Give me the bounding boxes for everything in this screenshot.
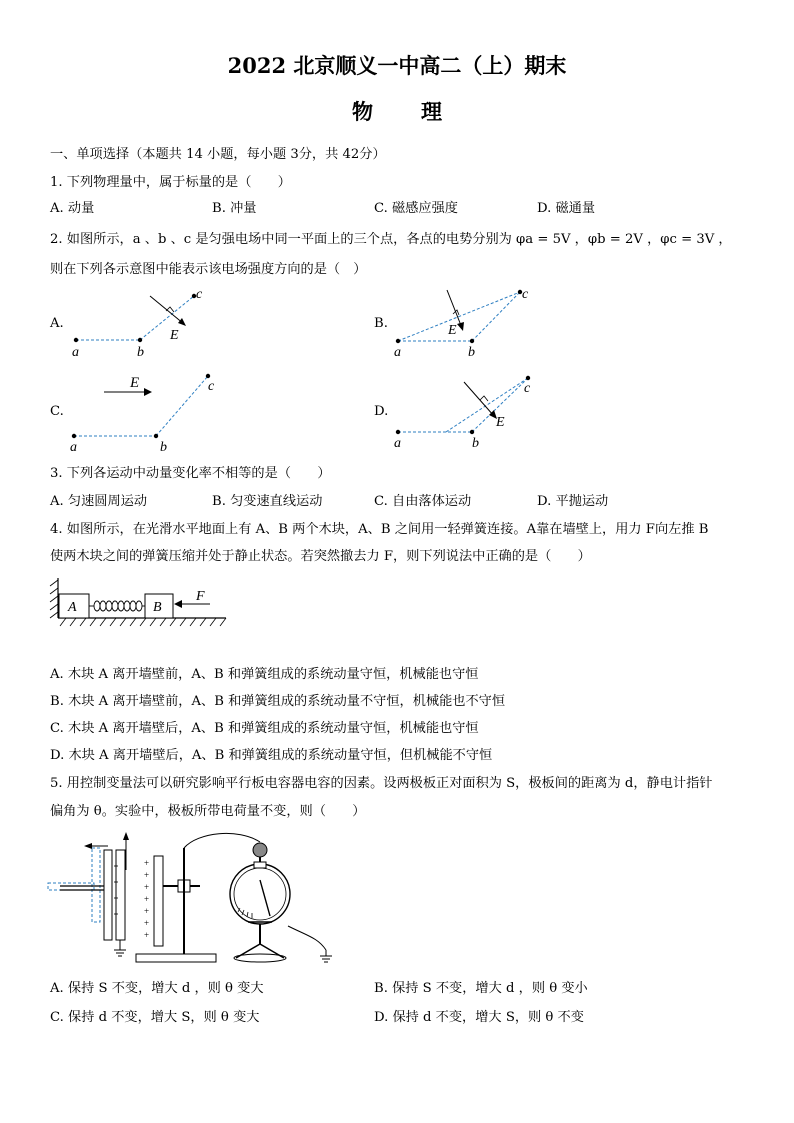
point-b-label: b (468, 345, 475, 360)
point-c-label: c (522, 287, 529, 302)
point-a-label: a (70, 440, 77, 455)
point-c-label: c (208, 379, 215, 394)
q5-stem-line1: 5. 用控制变量法可以研究影响平行板电容器电容的因素。设两极板正对面积为 S，极板间的距离为 d，静电计指针 (50, 776, 713, 791)
force-f-label: F (196, 589, 205, 604)
q5-option-d: D. 保持 d 不变，增大 S，则 θ 不变 (374, 1010, 584, 1025)
svg-text:+: + (144, 870, 150, 880)
section-heading: 一、单项选择（本题共 14 小题，每小题 3分，共 42分） (50, 147, 386, 162)
q3-option-d: D. 平抛运动 (537, 494, 609, 509)
block-b-label: B (153, 600, 162, 615)
q2-option-c-label: C. (50, 404, 64, 419)
q5-stem-line2: 偏角为 θ。实验中，极板所带电荷量不变，则（ ） (50, 804, 366, 819)
q1-stem: 1. 下列物理量中，属于标量的是（ ） (50, 175, 291, 190)
q4-option-a: A. 木块 A 离开墙壁前，A、B 和弹簧组成的系统动量守恒，机械能也守恒 (50, 667, 479, 682)
q2-stem-line2: 则在下列各示意图中能表示该电场强度方向的是（ ） (50, 262, 367, 277)
q2-stem-line1: 2. 如图所示，a 、b 、c 是匀强电场中同一平面上的三个点，各点的电势分别为 φa = 5V ，φb = 2V ，φc = 3V ， (50, 232, 732, 247)
point-c-label: c (196, 287, 203, 302)
q3-stem: 3. 下列各运动中动量变化率不相等的是（ ） (50, 466, 331, 481)
point-c-label: c (524, 381, 531, 396)
svg-text:+: + (144, 894, 150, 904)
svg-text:+: + (144, 858, 150, 868)
svg-text:+: + (144, 930, 150, 940)
point-a-label: a (394, 345, 401, 360)
q1-option-b: B. 冲量 (212, 201, 257, 216)
field-e-label: E (170, 328, 179, 343)
point-b-label: b (137, 345, 144, 360)
point-b-label: b (472, 436, 479, 451)
q1-option-a: A. 动量 (50, 201, 95, 216)
svg-text:+: + (144, 882, 150, 892)
field-e-label: E (496, 415, 505, 430)
field-e-label: E (130, 375, 140, 391)
q4-option-d: D. 木块 A 离开墙壁后，A、B 和弹簧组成的系统动量守恒，但机械能不守恒 (50, 748, 493, 763)
q4-stem-line1: 4. 如图所示，在光滑水平地面上有 A、B 两个木块，A、B 之间用一轻弹簧连接。A靠在墙壁上，用力 F向左推 B (50, 522, 709, 537)
q5-capacitor-apparatus (48, 826, 348, 971)
q3-option-b: B. 匀变速直线运动 (212, 494, 323, 509)
svg-text:+: + (144, 906, 150, 916)
q2-option-d-label: D. (374, 404, 389, 419)
q5-option-a: A. 保持 S 不变，增大 d ，则 θ 变大 (50, 981, 264, 996)
q2-option-a-label: A. (50, 316, 64, 331)
q2-diagram-d (384, 368, 564, 453)
q2-diagram-b (384, 282, 554, 362)
point-b-label: b (160, 440, 167, 455)
block-a-label: A (68, 600, 77, 615)
q5-option-b: B. 保持 S 不变，增大 d ，则 θ 变小 (374, 981, 588, 996)
subject-title: 物理 (352, 99, 490, 124)
q4-option-c: C. 木块 A 离开墙壁后，A、B 和弹簧组成的系统动量守恒，机械能也守恒 (50, 721, 479, 736)
page-title: 2022 北京顺义一中高二（上）期末 (227, 53, 567, 78)
q4-stem-line2: 使两木块之间的弹簧压缩并处于静止状态。若突然撤去力 F，则下列说法中正确的是（ ） (50, 549, 591, 564)
q5-option-c: C. 保持 d 不变，增大 S，则 θ 变大 (50, 1010, 260, 1025)
q2-option-b-label: B. (374, 316, 388, 331)
q3-option-a: A. 匀速圆周运动 (50, 494, 148, 509)
q2-diagram-c (60, 368, 240, 453)
q2-diagram-a (60, 282, 230, 362)
q4-spring-diagram (50, 574, 230, 630)
q4-option-b: B. 木块 A 离开墙壁前，A、B 和弹簧组成的系统动量不守恒，机械能也不守恒 (50, 694, 506, 709)
q1-option-d: D. 磁通量 (537, 201, 596, 216)
q3-option-c: C. 自由落体运动 (374, 494, 472, 509)
field-e-label: E (448, 323, 457, 338)
point-a-label: a (394, 436, 401, 451)
svg-text:+: + (144, 918, 150, 928)
q1-option-c: C. 磁感应强度 (374, 201, 458, 216)
point-a-label: a (72, 345, 79, 360)
